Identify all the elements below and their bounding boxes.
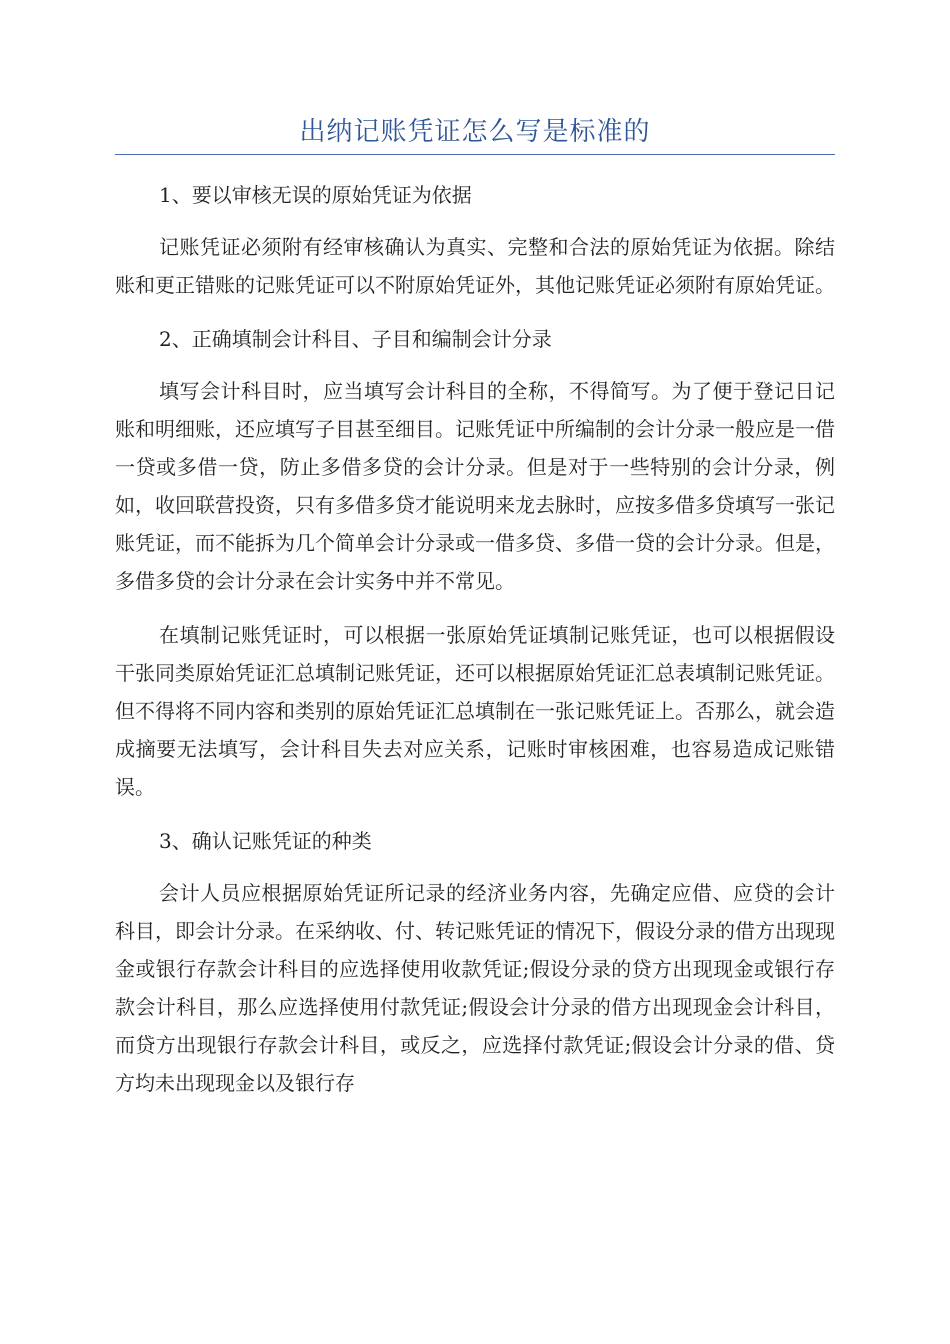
document-body [115,176,835,1102]
section-3-heading: 3、确认记账凭证的种类 [159,829,372,853]
section-3-paragraph-1: 会计人员应根据原始凭证所记录的经济业务内容，先确定应借、应贷的会计科目，即会计分录。在采纳收、付、转记账凭证的情况下，假设分录的借方出现现金或银行存款会计科目的应选择使用收款凭证;假设分录的贷方出现现金或银行存款会计科目，那么应选择使用付款凭证;假设会计分录的借方出现现金会计科目，而贷方出现银行存款会计科目，或反之，应选择付款凭证;假设会计分录的借、贷方均未出现现金以及银行存 [115,881,835,1095]
title-underline [115,154,835,155]
section-1-heading: 1、要以审核无误的原始凭证为依据 [159,183,472,207]
section-2-paragraph-1: 填写会计科目时，应当填写会计科目的全称，不得简写。为了便于登记日记账和明细账，还应填写子目甚至细目。记账凭证中所编制的会计分录一般应是一借一贷或多借一贷，防止多借多贷的会计分录。但是对于一些特别的会计分录，例如，收回联营投资，只有多借多贷才能说明来龙去脉时，应按多借多贷填写一张记账凭证，而不能拆为几个简单会计分录或一借多贷、多借一贷的会计分录。但是，多借多贷的会计分录在会计实务中并不常见。 [115,379,835,593]
section-2-heading: 2、正确填制会计科目、子目和编制会计分录 [159,327,552,351]
document-title: 出纳记账凭证怎么写是标准的 [299,117,651,147]
section-2-paragraph-2: 在填制记账凭证时，可以根据一张原始凭证填制记账凭证，也可以根据假设干张同类原始凭证汇总填制记账凭证，还可以根据原始凭证汇总表填制记账凭证。但不得将不同内容和类别的原始凭证汇总填制在一张记账凭证上。否那么，就会造成摘要无法填写，会计科目失去对应关系，记账时审核困难，也容易造成记账错误。 [115,623,835,799]
section-1-paragraph-1: 记账凭证必须附有经审核确认为真实、完整和合法的原始凭证为依据。除结账和更正错账的记账凭证可以不附原始凭证外，其他记账凭证必须附有原始凭证。 [115,235,835,297]
